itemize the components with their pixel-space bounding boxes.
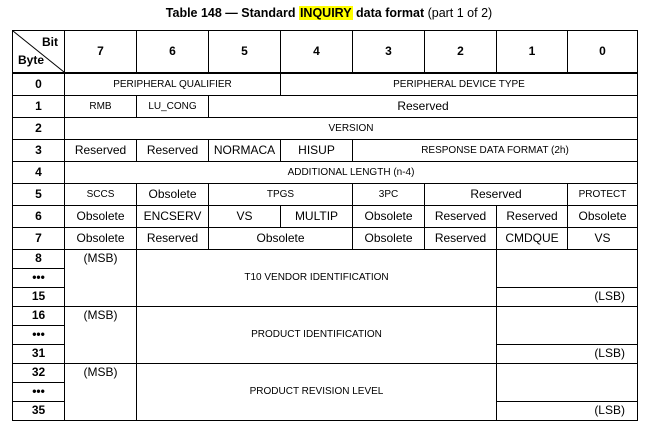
product-left-bottom <box>65 344 137 363</box>
normaca-field: NORMACA <box>209 139 281 161</box>
caption-prefix: Table 148 — Standard <box>165 6 299 20</box>
byte-label: Byte <box>18 53 45 67</box>
revision-right-mid <box>497 382 638 401</box>
obsolete-field: Obsolete <box>65 205 137 227</box>
version-field: VERSION <box>65 117 638 139</box>
reserved-field: Reserved <box>497 205 568 227</box>
table-row <box>13 117 638 139</box>
product-left-mid <box>65 325 137 344</box>
byte-ellipsis: ••• <box>13 382 65 401</box>
inquiry-data-table <box>12 30 638 421</box>
vs-field: VS <box>568 227 638 249</box>
product-identification-field: PRODUCT IDENTIFICATION <box>137 306 497 363</box>
byte-number: 3 <box>13 139 65 161</box>
vendor-left-mid <box>65 268 137 287</box>
product-revision-level-field: PRODUCT REVISION LEVEL <box>137 363 497 420</box>
rmb-field: RMB <box>65 95 137 117</box>
reserved-field: Reserved <box>209 95 638 117</box>
byte-number: 7 <box>13 227 65 249</box>
table-row <box>13 205 638 227</box>
obsolete-field: Obsolete <box>209 227 353 249</box>
byte-number: 8 <box>13 249 65 268</box>
obsolete-field: Obsolete <box>353 205 425 227</box>
bit-4-header: 4 <box>281 31 353 74</box>
obsolete-field: Obsolete <box>353 227 425 249</box>
byte-number: 4 <box>13 161 65 183</box>
vs-field: VS <box>209 205 281 227</box>
msb-marker: (MSB) <box>65 363 137 382</box>
byte-number: 0 <box>13 73 65 95</box>
table-row <box>13 161 638 183</box>
encserv-field: ENCSERV <box>137 205 209 227</box>
msb-marker: (MSB) <box>65 306 137 325</box>
bit-2-header: 2 <box>425 31 497 74</box>
additional-length-field: ADDITIONAL LENGTH (n-4) <box>65 161 638 183</box>
hisup-field: HISUP <box>281 139 353 161</box>
revision-left-mid <box>65 382 137 401</box>
vendor-identification-field: T10 VENDOR IDENTIFICATION <box>137 249 497 306</box>
table-row <box>13 139 638 161</box>
byte-number: 5 <box>13 183 65 205</box>
reserved-field: Reserved <box>65 139 137 161</box>
obsolete-field: Obsolete <box>65 227 137 249</box>
table-row <box>13 73 638 95</box>
reserved-field: Reserved <box>137 139 209 161</box>
bit-5-header: 5 <box>209 31 281 74</box>
reserved-field: Reserved <box>425 205 497 227</box>
revision-left-bottom <box>65 401 137 420</box>
table-row <box>13 249 638 268</box>
vendor-right-mid <box>497 268 638 287</box>
bit-7-header: 7 <box>65 31 137 74</box>
lsb-marker: (LSB) <box>497 344 638 363</box>
lu-cong-field: LU_CONG <box>137 95 209 117</box>
vendor-right-top <box>497 249 638 268</box>
sccs-field: SCCS <box>65 183 137 205</box>
bit-3-header: 3 <box>353 31 425 74</box>
byte-number: 35 <box>13 401 65 420</box>
product-right-mid <box>497 325 638 344</box>
table-caption <box>0 6 658 20</box>
bit-byte-corner <box>13 31 65 74</box>
peripheral-qualifier-field: PERIPHERAL QUALIFIER <box>65 73 281 95</box>
byte-number: 6 <box>13 205 65 227</box>
table-row <box>13 306 638 325</box>
bit-1-header: 1 <box>497 31 568 74</box>
lsb-marker: (LSB) <box>497 401 638 420</box>
bit-label: Bit <box>42 35 58 49</box>
table-row <box>13 183 638 205</box>
caption-part: (part 1 of 2) <box>424 6 493 20</box>
protect-field: PROTECT <box>568 183 638 205</box>
byte-number: 32 <box>13 363 65 382</box>
table-row <box>13 95 638 117</box>
msb-marker: (MSB) <box>65 249 137 268</box>
caption-suffix: data format <box>352 6 425 20</box>
byte-number: 1 <box>13 95 65 117</box>
cmdque-field: CMDQUE <box>497 227 568 249</box>
vendor-left-bottom <box>65 287 137 306</box>
table-row <box>13 363 638 382</box>
reserved-field: Reserved <box>137 227 209 249</box>
multip-field: MULTIP <box>281 205 353 227</box>
byte-ellipsis: ••• <box>13 268 65 287</box>
reserved-field: Reserved <box>425 183 568 205</box>
lsb-marker: (LSB) <box>497 287 638 306</box>
bit-6-header: 6 <box>137 31 209 74</box>
obsolete-field: Obsolete <box>137 183 209 205</box>
3pc-field: 3PC <box>353 183 425 205</box>
bit-0-header: 0 <box>568 31 638 74</box>
byte-number: 31 <box>13 344 65 363</box>
response-data-format-field: RESPONSE DATA FORMAT (2h) <box>353 139 638 161</box>
caption-highlight: INQUIRY <box>299 6 352 20</box>
byte-number: 15 <box>13 287 65 306</box>
revision-right-top <box>497 363 638 382</box>
reserved-field: Reserved <box>425 227 497 249</box>
byte-number: 16 <box>13 306 65 325</box>
byte-ellipsis: ••• <box>13 325 65 344</box>
obsolete-field: Obsolete <box>568 205 638 227</box>
peripheral-device-type-field: PERIPHERAL DEVICE TYPE <box>281 73 638 95</box>
tpgs-field: TPGS <box>209 183 353 205</box>
header-row <box>13 31 638 74</box>
byte-number: 2 <box>13 117 65 139</box>
table-row <box>13 227 638 249</box>
product-right-top <box>497 306 638 325</box>
